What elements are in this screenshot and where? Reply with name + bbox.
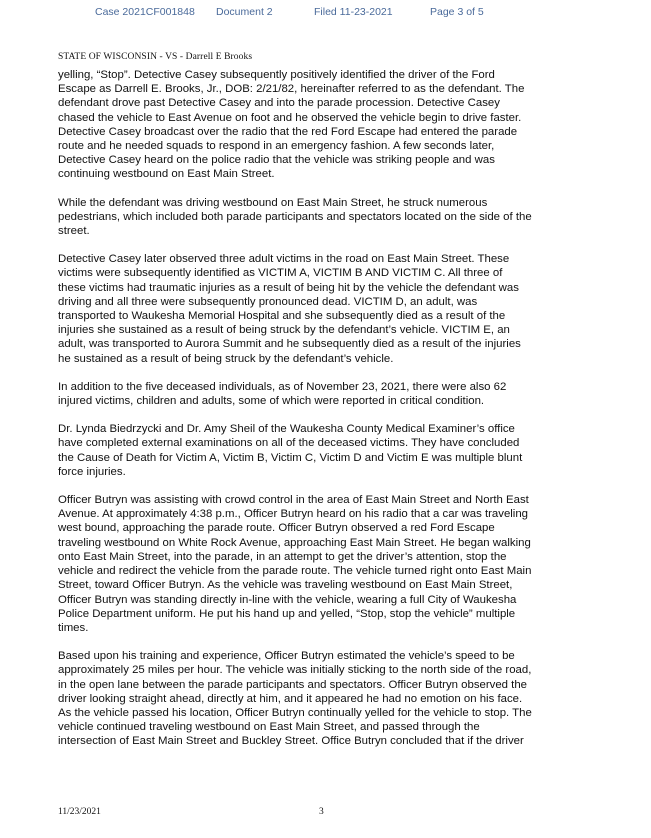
footer-date: 11/23/2021 — [58, 807, 101, 817]
footer-page-number: 3 — [319, 807, 324, 817]
paragraph: In addition to the five deceased individuals, as of November 23, 2021, there were also 62 injured victims, children and adults, some of which were reported in critical condition. — [58, 380, 507, 408]
court-header — [0, 6, 651, 22]
paragraph: yelling, “Stop”. Detective Casey subsequently positively identified the driver of the Ford Escape as Darrell E. Brooks, Jr., DOB: 2/21/82, hereinafter referred to as the defendant. The defendant drove past Detective Casey and into the parade procession. Detective Casey chased the vehicle to East Avenue on foot and he observed the vehicle begin to drive faster. Detective Casey broadcast over the radio that the red Ford Escape had entered the parade route and he needed squads to respond in an emergency fashion. A few seconds later, Detective Casey heard on the police radio that the vehicle was striking people and was continuing westbound on East Main Street. — [58, 69, 525, 181]
paragraph: Based upon his training and experience, Officer Butryn estimated the vehicle’s speed to be approximately 25 miles per hour. The vehicle was initially sticking to the north side of the road, in the open lane between the parade participants and spectators. Officer Butryn observed the driver looking straight ahead, directly at him, and it appeared he had no emotion on his face. As the vehicle passed his location, Officer Butryn continually yelled for the vehicle to stop. The vehicle continued traveling westbound on East Main Street, and passed through the intersection of East Main Street and Buckley Street. Office Butryn concluded that if the driver — [58, 650, 532, 748]
document-body — [58, 68, 598, 763]
paragraph: Officer Butryn was assisting with crowd control in the area of East Main Street and North East Avenue. At approximately 4:38 p.m., Officer Butryn heard on his radio that a car was traveling west bound, approaching the parade route. Officer Butryn observed a red Ford Escape traveling westbound on White Rock Avenue, approaching East Main Street. He began walking onto East Main Street, into the parade, in an attempt to get the driver’s attention, stop the vehicle and redirect the vehicle from the parade route. The vehicle turned right onto East Main Street, toward Officer Butryn. As the vehicle was traveling westbound on East Main Street, Officer Butryn was standing directly in-line with the vehicle, wearing a full City of Waukesha Police Department uniform. He put his hand up and yelled, “Stop, stop the vehicle” multiple times. — [58, 494, 532, 634]
page-indicator: Page 3 of 5 — [430, 6, 484, 18]
paragraph: While the defendant was driving westbound on East Main Street, he struck numerous pedestrians, which included both parade participants and spectators located on the side of the street. — [58, 196, 532, 238]
paragraph: Dr. Lynda Biedrzycki and Dr. Amy Sheil of the Waukesha County Medical Examiner’s office have completed external examinations on all of the deceased victims. They have concluded the Cause of Death for Victim A, Victim B, Victim C, Victim D and Victim E was multiple blunt force injuries. — [58, 423, 523, 478]
case-number: Case 2021CF001848 — [95, 6, 195, 18]
case-caption: STATE OF WISCONSIN - VS - Darrell E Brooks — [58, 52, 253, 62]
paragraph: Detective Casey later observed three adult victims in the road on East Main Street. These victims were subsequently identified as VICTIM A, VICTIM B AND VICTIM C. All three of these victims had traumatic injuries as a result of being hit by the vehicle the defendant was driving and all three were subsequently pronounced dead. VICTIM D, an adult, was transported to Waukesha Memorial Hospital and she subsequently died as a result of the injuries she sustained as a result of being struck by the defendant’s vehicle. VICTIM E, an adult, was transported to Aurora Summit and he subsequently died as a result of the injuries he sustained as a result of being struck by the defendant’s vehicle. — [58, 253, 521, 365]
document-number: Document 2 — [216, 6, 273, 18]
filed-date: Filed 11-23-2021 — [314, 6, 393, 18]
